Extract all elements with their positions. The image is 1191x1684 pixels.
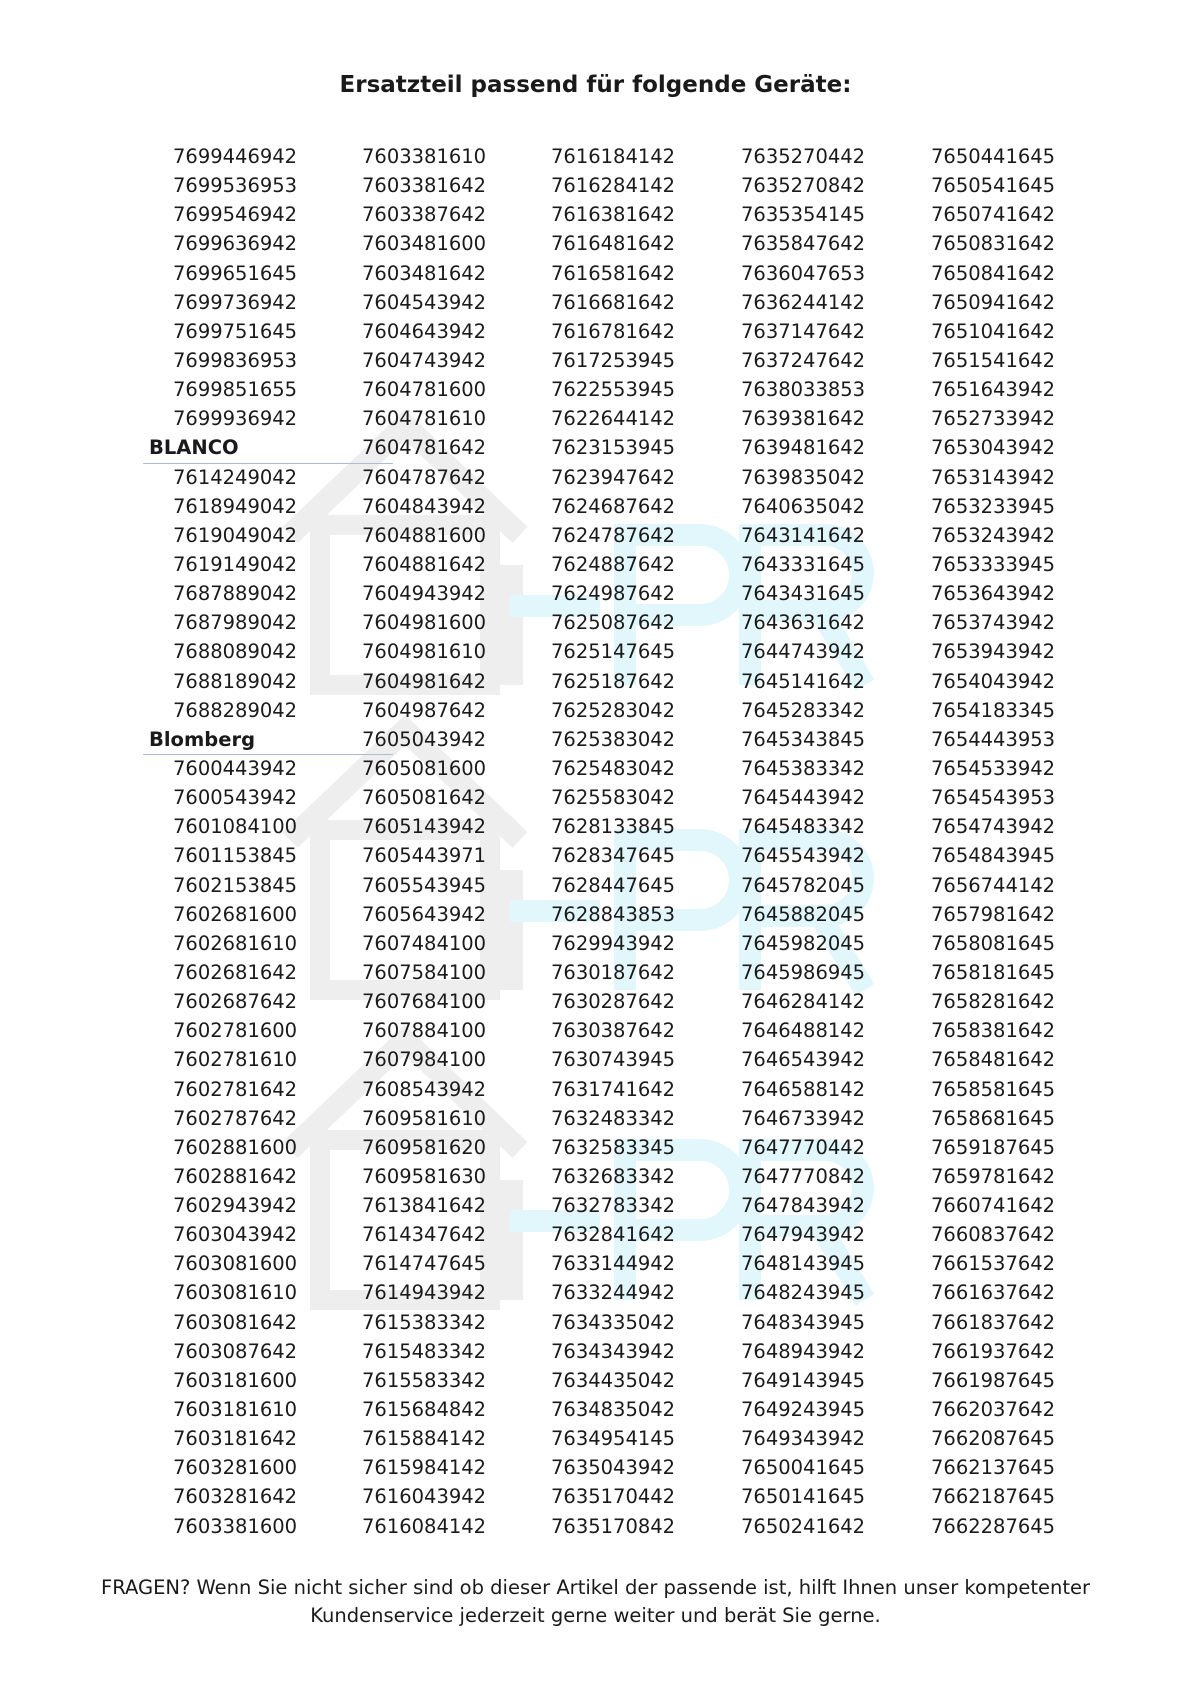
model-column-5 [931, 142, 1111, 1541]
brand-heading: Blomberg [149, 725, 399, 754]
model-number: 7634435042 [551, 1368, 676, 1392]
model-number: 7603381610 [362, 145, 487, 168]
model-number: 7661537642 [931, 1252, 1056, 1276]
model-number: 7602687642 [173, 990, 298, 1014]
model-number: 7650041645 [741, 1456, 866, 1480]
model-number: 7622553945 [551, 378, 676, 402]
model-number: 7699851655 [173, 378, 298, 402]
model-number: 7603481642 [362, 261, 487, 285]
model-number: 7600443942 [173, 756, 298, 780]
model-number: 7650241642 [741, 1514, 866, 1538]
model-number: 7699736942 [173, 290, 298, 314]
model-number: 7654533942 [931, 756, 1056, 780]
model-number: 7699636942 [173, 232, 298, 256]
model-number: 7658481642 [931, 1048, 1056, 1072]
model-number: 7653943942 [931, 640, 1056, 664]
model-number: 7645543942 [741, 844, 866, 868]
model-number: 7647770842 [741, 1164, 866, 1188]
model-number: 7633244942 [551, 1281, 676, 1305]
model-number: 7653143942 [931, 465, 1056, 489]
model-number: 7649243945 [741, 1398, 866, 1422]
model-number: 7651041642 [931, 319, 1056, 343]
model-number: 7646733942 [741, 1106, 866, 1130]
model-number: 7603081600 [173, 1252, 298, 1276]
model-number: 7602681642 [173, 960, 298, 984]
model-number: 7662187645 [931, 1485, 1056, 1509]
model-number: 7603081642 [173, 1310, 298, 1334]
model-number: 7616284142 [551, 174, 676, 198]
model-number: 7654443953 [931, 727, 1056, 751]
model-number: 7609581610 [362, 1106, 487, 1130]
model-number: 7635170442 [551, 1485, 676, 1509]
model-number: 7607984100 [362, 1048, 487, 1072]
model-number: 7636047653 [741, 261, 866, 285]
model-number: 7630187642 [551, 960, 676, 984]
model-number: 7644743942 [741, 640, 866, 664]
model-number: 7604843942 [362, 494, 487, 518]
model-number: 7604881600 [362, 523, 487, 547]
model-number: 7645782045 [741, 873, 866, 897]
model-number: 7647843942 [741, 1194, 866, 1218]
model-number: 7699836953 [173, 348, 298, 372]
model-number: 7645383342 [741, 756, 866, 780]
model-number: 7602781642 [173, 1077, 298, 1101]
model-number: 7616184142 [551, 145, 676, 168]
model-number: 7625483042 [551, 756, 676, 780]
model-number: 7654743942 [931, 815, 1056, 839]
model-number: 7634835042 [551, 1398, 676, 1422]
model-number: 7657981642 [931, 902, 1056, 926]
model-number: 7603181610 [173, 1398, 298, 1422]
model-number: 7650741642 [931, 203, 1056, 227]
model-number: 7646588142 [741, 1077, 866, 1101]
model-number: 7688289042 [173, 698, 298, 722]
model-number: 7616581642 [551, 261, 676, 285]
model-column-3 [551, 142, 731, 1541]
model-number: 7619049042 [173, 523, 298, 547]
model-number: 7654543953 [931, 786, 1056, 810]
model-number: 7615583342 [362, 1368, 487, 1392]
model-number: 7645483342 [741, 815, 866, 839]
model-number: 7654043942 [931, 669, 1056, 693]
model-number: 7645283342 [741, 698, 866, 722]
model-number: 7625187642 [551, 669, 676, 693]
model-number: 7634343942 [551, 1339, 676, 1363]
model-number: 7607484100 [362, 931, 487, 955]
model-number: 7609581630 [362, 1164, 487, 1188]
model-number: 7645443942 [741, 786, 866, 810]
model-number: 7646543942 [741, 1048, 866, 1072]
model-number: 7651541642 [931, 348, 1056, 372]
model-number: 7608543942 [362, 1077, 487, 1101]
model-number: 7634335042 [551, 1310, 676, 1334]
model-number: 7662137645 [931, 1456, 1056, 1480]
model-number: 7658381642 [931, 1019, 1056, 1043]
footer-line-1: FRAGEN? Wenn Sie nicht sicher sind ob dieser Artikel der passende ist, hilft Ihnen unser kompetenter [101, 1576, 1090, 1599]
model-number: 7603081610 [173, 1281, 298, 1305]
model-number: 7629943942 [551, 931, 676, 955]
model-number: 7605443971 [362, 844, 487, 868]
model-number: 7605543945 [362, 873, 487, 897]
model-number: 7650841642 [931, 261, 1056, 285]
model-number: 7614943942 [362, 1281, 487, 1305]
model-number: 7604743942 [362, 348, 487, 372]
model-number: 7605081642 [362, 786, 487, 810]
model-number: 7616481642 [551, 232, 676, 256]
model-number: 7643141642 [741, 523, 866, 547]
model-number: 7635270442 [741, 145, 866, 168]
model-number: 7605643942 [362, 902, 487, 926]
model-number: 7619149042 [173, 552, 298, 576]
model-number: 7659781642 [931, 1164, 1056, 1188]
model-number: 7654183345 [931, 698, 1056, 722]
model-number: 7648243945 [741, 1281, 866, 1305]
model-number: 7639381642 [741, 407, 866, 431]
page-title: Ersatzteil passend für folgende Geräte: [339, 72, 852, 98]
model-number: 7645986945 [741, 960, 866, 984]
model-number: 7648143945 [741, 1252, 866, 1276]
model-number: 7602787642 [173, 1106, 298, 1130]
model-number: 7653743942 [931, 611, 1056, 635]
model-number: 7660837642 [931, 1223, 1056, 1247]
model-number: 7645982045 [741, 931, 866, 955]
model-number: 7639481642 [741, 436, 866, 460]
model-number: 7632483342 [551, 1106, 676, 1130]
model-number: 7603481600 [362, 232, 487, 256]
model-number: 7646284142 [741, 990, 866, 1014]
model-number: 7658281642 [931, 990, 1056, 1014]
model-number: 7653243942 [931, 523, 1056, 547]
model-number: 7613841642 [362, 1194, 487, 1218]
model-column-4 [741, 142, 921, 1541]
model-number: 7661987645 [931, 1368, 1056, 1392]
model-number: 7639835042 [741, 465, 866, 489]
model-number: 7653043942 [931, 436, 1056, 460]
model-number: 7633144942 [551, 1252, 676, 1276]
model-number: 7624987642 [551, 582, 676, 606]
model-number: 7630743945 [551, 1048, 676, 1072]
model-number: 7622644142 [551, 407, 676, 431]
model-number: 7615383342 [362, 1310, 487, 1334]
model-number: 7661837642 [931, 1310, 1056, 1334]
model-number: 7654843945 [931, 844, 1056, 868]
model-number: 7658681645 [931, 1106, 1056, 1130]
model-number: 7636244142 [741, 290, 866, 314]
model-number: 7618949042 [173, 494, 298, 518]
model-number: 7662087645 [931, 1427, 1056, 1451]
model-number: 7630287642 [551, 990, 676, 1014]
model-number: 7603087642 [173, 1339, 298, 1363]
model-number: 7602781610 [173, 1048, 298, 1072]
model-number: 7635170842 [551, 1514, 676, 1538]
model-number: 7602681600 [173, 902, 298, 926]
model-number: 7614347642 [362, 1223, 487, 1247]
model-number: 7615684842 [362, 1398, 487, 1422]
model-number: 7623947642 [551, 465, 676, 489]
model-number: 7625147645 [551, 640, 676, 664]
model-number: 7616043942 [362, 1485, 487, 1509]
model-number: 7699751645 [173, 319, 298, 343]
model-number: 7649143945 [741, 1368, 866, 1392]
model-number: 7624687642 [551, 494, 676, 518]
model-number: 7630387642 [551, 1019, 676, 1043]
footer-line-2: Kundenservice jederzeit gerne weiter und berät Sie gerne. [310, 1604, 881, 1627]
model-number: 7647943942 [741, 1223, 866, 1247]
model-number: 7699446942 [173, 145, 298, 168]
model-number: 7648943942 [741, 1339, 866, 1363]
model-number-table [0, 142, 1191, 1542]
model-number: 7602881600 [173, 1135, 298, 1159]
model-number: 7653233945 [931, 494, 1056, 518]
model-number: 7602881642 [173, 1164, 298, 1188]
model-number: 7604781600 [362, 378, 487, 402]
model-number: 7601084100 [173, 815, 298, 839]
model-number: 7637247642 [741, 348, 866, 372]
footer-note [100, 1574, 1091, 1630]
model-number: 7632841642 [551, 1223, 676, 1247]
model-number: 7615984142 [362, 1456, 487, 1480]
model-number: 7645882045 [741, 902, 866, 926]
model-number: 7625383042 [551, 727, 676, 751]
model-number: 7687889042 [173, 582, 298, 606]
model-number: 7604981610 [362, 640, 487, 664]
model-number: 7623153945 [551, 436, 676, 460]
model-number: 7603281600 [173, 1456, 298, 1480]
model-number: 7650141645 [741, 1485, 866, 1509]
brand-heading: BLANCO [149, 433, 399, 462]
model-number: 7637147642 [741, 319, 866, 343]
model-number: 7617253945 [551, 348, 676, 372]
model-number: 7602681610 [173, 931, 298, 955]
model-number: 7604987642 [362, 698, 487, 722]
model-number: 7650441645 [931, 145, 1056, 168]
model-number: 7609581620 [362, 1135, 487, 1159]
model-number: 7602153845 [173, 873, 298, 897]
model-number: 7604781610 [362, 407, 487, 431]
model-number: 7604881642 [362, 552, 487, 576]
model-number: 7688189042 [173, 669, 298, 693]
model-number: 7660741642 [931, 1194, 1056, 1218]
model-number: 7635354145 [741, 203, 866, 227]
model-number: 7625087642 [551, 611, 676, 635]
model-number: 7653643942 [931, 582, 1056, 606]
model-number: 7605143942 [362, 815, 487, 839]
model-number: 7661637642 [931, 1281, 1056, 1305]
model-number: 7607684100 [362, 990, 487, 1014]
model-number: 7607884100 [362, 1019, 487, 1043]
model-number: 7635270842 [741, 174, 866, 198]
model-number: 7603387642 [362, 203, 487, 227]
model-number: 7635043942 [551, 1456, 676, 1480]
model-number: 7604787642 [362, 465, 487, 489]
model-number: 7604643942 [362, 319, 487, 343]
model-number: 7616381642 [551, 203, 676, 227]
model-number: 7601153845 [173, 844, 298, 868]
model-number: 7643431645 [741, 582, 866, 606]
model-number: 7649343942 [741, 1427, 866, 1451]
model-number: 7632583345 [551, 1135, 676, 1159]
model-number: 7615483342 [362, 1339, 487, 1363]
model-number: 7662287645 [931, 1514, 1056, 1538]
model-number: 7650541645 [931, 174, 1056, 198]
model-number: 7647770442 [741, 1135, 866, 1159]
model-number: 7635847642 [741, 232, 866, 256]
model-number: 7615884142 [362, 1427, 487, 1451]
model-number: 7643631642 [741, 611, 866, 635]
model-number: 7634954145 [551, 1427, 676, 1451]
model-number: 7628447645 [551, 873, 676, 897]
model-number: 7624887642 [551, 552, 676, 576]
model-number: 7656744142 [931, 873, 1056, 897]
model-number: 7688089042 [173, 640, 298, 664]
model-number: 7604943942 [362, 582, 487, 606]
model-number: 7652733942 [931, 407, 1056, 431]
model-number: 7616084142 [362, 1514, 487, 1538]
model-number: 7628347645 [551, 844, 676, 868]
model-number: 7602943942 [173, 1194, 298, 1218]
model-number: 7699936942 [173, 407, 298, 431]
model-number: 7699546942 [173, 203, 298, 227]
model-number: 7643331645 [741, 552, 866, 576]
model-number: 7607584100 [362, 960, 487, 984]
model-number: 7604981600 [362, 611, 487, 635]
model-number: 7631741642 [551, 1077, 676, 1101]
model-number: 7699651645 [173, 261, 298, 285]
model-number: 7699536953 [173, 174, 298, 198]
model-number: 7602781600 [173, 1019, 298, 1043]
model-number: 7624787642 [551, 523, 676, 547]
model-column-2 [362, 142, 542, 1541]
model-number: 7651643942 [931, 378, 1056, 402]
model-number: 7616781642 [551, 319, 676, 343]
model-number: 7604781642 [362, 436, 487, 460]
model-number: 7604543942 [362, 290, 487, 314]
model-number: 7603281642 [173, 1485, 298, 1509]
model-number: 7616681642 [551, 290, 676, 314]
model-number: 7662037642 [931, 1398, 1056, 1422]
model-number: 7628133845 [551, 815, 676, 839]
model-number: 7687989042 [173, 611, 298, 635]
model-number: 7659187645 [931, 1135, 1056, 1159]
model-number: 7605081600 [362, 756, 487, 780]
model-number: 7650941642 [931, 290, 1056, 314]
model-number: 7661937642 [931, 1339, 1056, 1363]
model-number: 7646488142 [741, 1019, 866, 1043]
model-number: 7653333945 [931, 552, 1056, 576]
model-number: 7658581645 [931, 1077, 1056, 1101]
model-number: 7603381642 [362, 174, 487, 198]
model-number: 7603381600 [173, 1514, 298, 1538]
model-number: 7603181642 [173, 1427, 298, 1451]
model-number: 7625283042 [551, 698, 676, 722]
model-number: 7628843853 [551, 902, 676, 926]
model-number: 7640635042 [741, 494, 866, 518]
model-number: 7614249042 [173, 465, 298, 489]
model-number: 7603043942 [173, 1223, 298, 1247]
model-number: 7658181645 [931, 960, 1056, 984]
model-number: 7605043942 [362, 727, 487, 751]
model-number: 7632783342 [551, 1194, 676, 1218]
model-number: 7645141642 [741, 669, 866, 693]
model-number: 7632683342 [551, 1164, 676, 1188]
model-number: 7645343845 [741, 727, 866, 751]
model-number: 7603181600 [173, 1368, 298, 1392]
model-number: 7658081645 [931, 931, 1056, 955]
model-number: 7648343945 [741, 1310, 866, 1334]
model-number: 7600543942 [173, 786, 298, 810]
model-number: 7638033853 [741, 378, 866, 402]
model-number: 7625583042 [551, 786, 676, 810]
model-number: 7650831642 [931, 232, 1056, 256]
model-number: 7604981642 [362, 669, 487, 693]
model-number: 7614747645 [362, 1252, 487, 1276]
